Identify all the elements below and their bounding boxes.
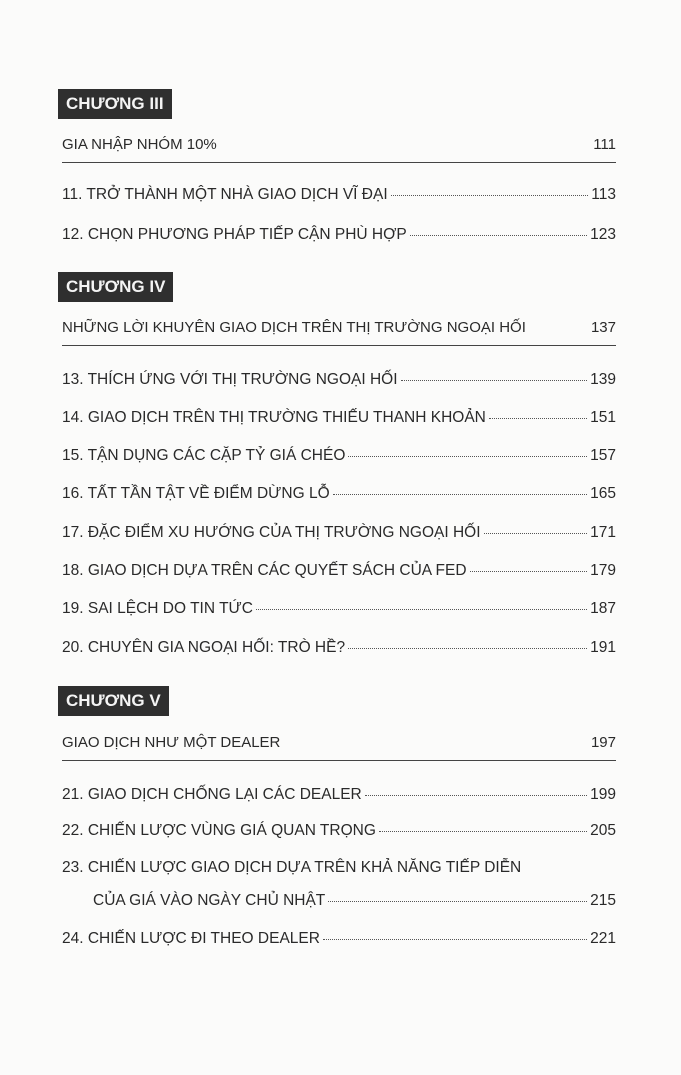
toc-entry[interactable] (62, 785, 616, 805)
dot-leader (333, 494, 588, 495)
dot-leader (256, 609, 587, 610)
entry-page: 199 (590, 786, 616, 803)
dot-leader (323, 939, 587, 940)
entry-page: 187 (590, 600, 616, 617)
entry-page: 165 (590, 485, 616, 502)
entry-page: 113 (591, 186, 616, 203)
dot-leader (379, 831, 587, 832)
dot-leader (410, 235, 587, 236)
entry-page: 139 (590, 371, 616, 388)
entry-title[interactable]: 23. CHIẾN LƯỢC GIAO DỊCH DỰA TRÊN KHẢ NĂNG TIẾP DIỄN (62, 859, 522, 876)
dot-leader (348, 648, 587, 649)
toc-entry[interactable] (62, 484, 616, 504)
entry-page: 151 (590, 409, 616, 426)
entry-title-continuation: CỦA GIÁ VÀO NGÀY CHỦ NHẬT (93, 892, 326, 909)
entry-title: 16. TẤT TẦN TẬT VỀ ĐIỂM DỪNG LỖ (62, 485, 330, 502)
dot-leader (365, 795, 587, 796)
entry-title: 22. CHIẾN LƯỢC VÙNG GIÁ QUAN TRỌNG (62, 822, 376, 839)
toc-entry[interactable] (62, 185, 616, 205)
section-page: 197 (590, 734, 616, 751)
toc-entry[interactable] (62, 638, 616, 658)
toc-entry[interactable] (62, 446, 616, 466)
entry-title: 11. TRỞ THÀNH MỘT NHÀ GIAO DỊCH VĨ ĐẠI (62, 186, 388, 203)
entry-title: 14. GIAO DỊCH TRÊN THỊ TRƯỜNG THIẾU THANH KHOẢN (62, 409, 486, 426)
dot-leader (348, 456, 587, 457)
entry-title: 18. GIAO DỊCH DỰA TRÊN CÁC QUYẾT SÁCH CỦA FED (62, 562, 467, 579)
toc-entry[interactable] (62, 929, 616, 949)
section-title: GIAO DỊCH NHƯ MỘT DEALER (62, 734, 281, 751)
entry-title: 20. CHUYÊN GIA NGOẠI HỐI: TRÒ HỀ? (62, 639, 346, 656)
section-heading (62, 319, 616, 346)
entry-title: 12. CHỌN PHƯƠNG PHÁP TIẾP CẬN PHÙ HỢP (62, 226, 407, 243)
toc-entry[interactable] (62, 408, 616, 428)
toc-entry[interactable] (62, 561, 616, 581)
dot-leader (401, 380, 588, 381)
section-page: 111 (593, 136, 616, 153)
section-title: GIA NHẬP NHÓM 10% (62, 136, 217, 153)
toc-entry[interactable] (62, 821, 616, 841)
entry-page: 215 (590, 892, 616, 909)
toc-entry[interactable] (62, 370, 616, 390)
dot-leader (391, 195, 589, 196)
chapter-label: CHƯƠNG III (58, 89, 172, 119)
entry-title: 19. SAI LỆCH DO TIN TỨC (62, 600, 253, 617)
entry-page: 191 (590, 639, 616, 656)
entry-page: 205 (590, 822, 616, 839)
toc-entry[interactable] (93, 891, 616, 911)
entry-page: 157 (590, 447, 616, 464)
entry-title: 15. TẬN DỤNG CÁC CẶP TỶ GIÁ CHÉO (62, 447, 346, 464)
entry-page: 179 (590, 562, 616, 579)
entry-title: 24. CHIẾN LƯỢC ĐI THEO DEALER (62, 930, 320, 947)
entry-page: 171 (590, 524, 616, 541)
entry-title: 21. GIAO DỊCH CHỐNG LẠI CÁC DEALER (62, 786, 362, 803)
chapter-label: CHƯƠNG V (58, 686, 169, 716)
dot-leader (470, 571, 588, 572)
dot-leader (484, 533, 588, 534)
section-heading (62, 734, 616, 761)
dot-leader (489, 418, 587, 419)
dot-leader (328, 901, 587, 902)
section-heading (62, 136, 616, 163)
toc-entry[interactable] (62, 599, 616, 619)
section-title: NHỮNG LỜI KHUYÊN GIAO DỊCH TRÊN THỊ TRƯỜNG NGOẠI HỐI (62, 319, 526, 336)
toc-entry[interactable] (62, 225, 616, 245)
entry-title: 17. ĐẶC ĐIỂM XU HƯỚNG CỦA THỊ TRƯỜNG NGOẠI HỐI (62, 524, 481, 541)
chapter-label: CHƯƠNG IV (58, 272, 173, 302)
toc-entry[interactable] (62, 523, 616, 543)
entry-page: 123 (590, 226, 616, 243)
entry-page: 221 (590, 930, 616, 947)
entry-title: 13. THÍCH ỨNG VỚI THỊ TRƯỜNG NGOẠI HỐI (62, 371, 398, 388)
section-page: 137 (590, 319, 616, 336)
